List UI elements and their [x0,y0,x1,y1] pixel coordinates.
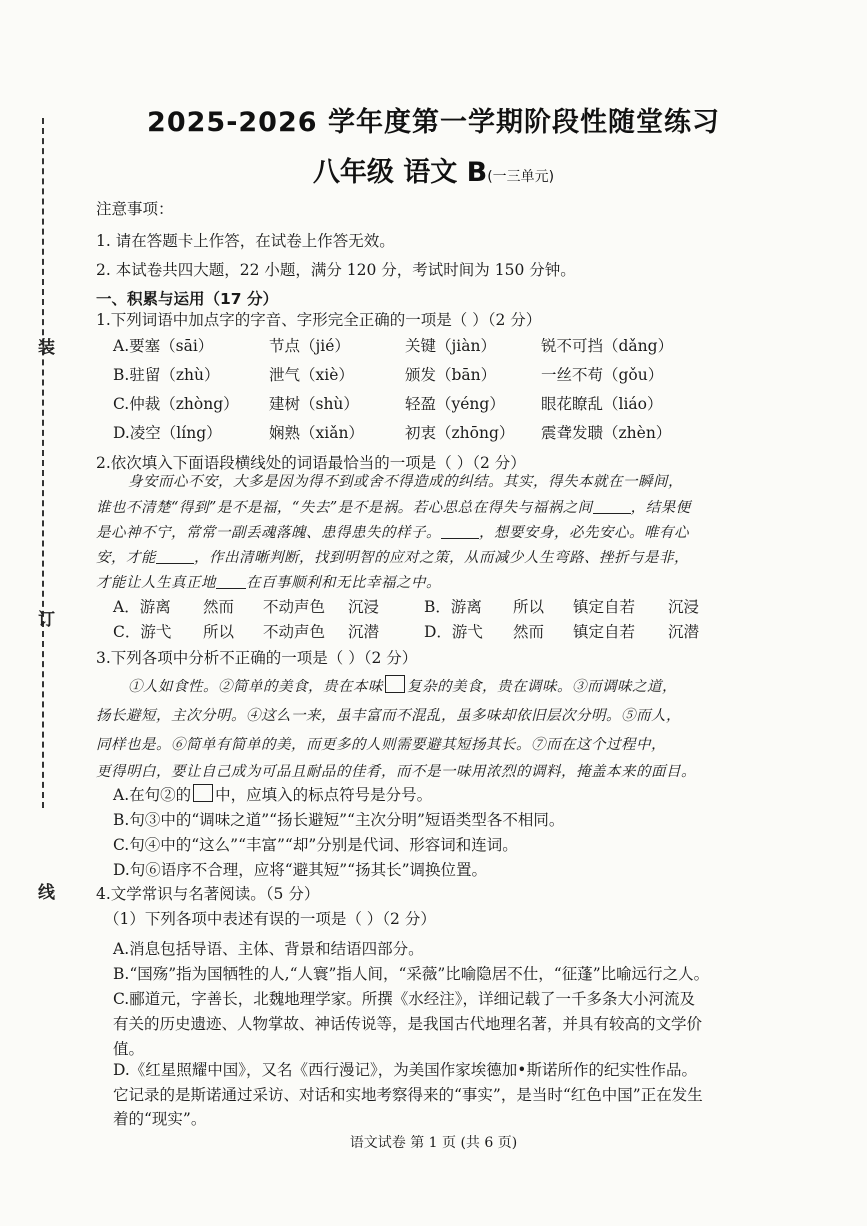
q3-circle-2: ② [218,679,233,695]
q3-s1: 人如食性。 [143,679,218,695]
q4-option-c-line-3: 值。 [113,1040,145,1058]
q2-p4-text-a: 安，才能 [96,550,156,566]
q3-passage-line-4: 更得明白，要让自己成为可品且耐品的佳肴，而不是一味用浓烈的调料，掩盖本来的面目。 [96,764,696,780]
q2-stem: 2.依次填入下面语段横线处的词语最恰当的一项是（ ）（2 分） [96,454,526,472]
q3-passage-line-3 [96,733,666,754]
q4-sub1-stem: （1）下列各项中表述有误的一项是（ ）（2 分） [104,910,436,928]
q3-option-a [113,783,432,805]
page-footer: 语文试卷 第 1 页 (共 6 页) [349,1135,518,1151]
q3-circle-6: ⑥ [171,737,186,753]
q1-b-1: B.驻留（zhù） [113,366,220,384]
binding-mark-zhuang: 装 [38,338,55,358]
q1-b-3: 颁发（bān） [405,366,497,384]
q2-p3-text-b: ，想要安身，必先安心。唯有心 [479,525,689,541]
q2-opt-b-1: B．游离 [424,598,482,616]
notes-item-2: 2. 本试卷共四大题，22 小题，满分 120 分，考试时间为 150 分钟。 [96,261,576,279]
q2-p2-text-b: ，结果便 [630,500,691,516]
q3-s6: 简单有简单的美，而更多的人则需要避其短扬其长。 [186,737,531,753]
q3-circle-1: ① [128,679,143,695]
binding-mark-xian: 线 [38,883,55,903]
q1-d-3: 初衷（zhōng） [405,424,515,442]
q3-option-a-text-a: A.在句②的 [113,786,192,804]
q1-b-4: 一丝不苟（gǒu） [541,366,664,384]
q2-opt-c-3: 不动声色 [263,623,326,641]
q3-option-d: D.句⑥语序不合理，应将“避其短”“扬其长”调换位置。 [113,861,487,879]
q2-opt-b-2: 所以 [513,598,545,616]
q4-option-c-line-1: C.郦道元，字善长，北魏地理学家。所撰《水经注》，详细记载了一千多条大小河流及 [113,990,695,1008]
q1-a-1: A.要塞（sāi） [113,337,214,355]
q2-opt-c-2: 所以 [203,623,235,641]
exam-title: 2025-2026 学年度第一学期阶段性随堂练习 [147,107,720,138]
notes-heading: 注意事项： [96,200,174,218]
grade-subject: 八年级 语文 B [312,157,488,188]
q4-option-d-line-2: 它记录的是斯诺通过采访、对话和实地考察得来的“事实”，是当时“红色中国”正在发生 [113,1086,703,1104]
q1-a-2: 节点（jié） [269,337,350,355]
q2-p4-text-b: ，作出清晰判断，找到明智的应对之策，从而减少人生弯路、挫折与是非， [194,550,689,566]
q3-s5: 而人， [636,708,681,724]
q2-opt-a-2: 然而 [203,598,235,616]
unit-note: (一三单元) [487,169,555,185]
q2-opt-b-4: 沉浸 [668,598,700,616]
q1-d-1: D.凌空（líng） [113,424,222,442]
q4-option-d-line-1: D.《红星照耀中国》，又名《西行漫记》，为美国作家埃德加•斯诺所作的纪实性作品。 [113,1061,697,1079]
q2-opt-d-3: 镇定自若 [573,623,636,641]
q3-option-a-text-b: 中，应填入的标点符号是分号。 [215,786,433,804]
q3-s3: 而调味之道， [587,679,677,695]
q1-a-3: 关键（jiàn） [405,337,496,355]
q1-a-4: 锐不可挡（dǎng） [541,337,674,355]
q2-blank-4 [216,574,246,589]
q2-passage-line-4 [96,546,689,567]
q3-passage-line-1 [128,675,677,696]
q3-circle-4: ④ [246,708,261,724]
q2-passage-line-1: 身安而心不安，大多是因为得不到或舍不得造成的纠结。其实，得失本就在一瞬间， [128,474,683,490]
q1-c-1: C.仲裁（zhòng） [113,395,239,413]
q3-s7: 而在这个过程中， [546,737,666,753]
q2-p2-text-a: 谁也不清楚“得到”是不是福，“失去”是不是祸。若心思总在得失与福祸之间 [96,500,593,516]
q3-option-a-box [193,784,213,802]
q2-blank-1 [593,499,631,514]
q1-d-4: 震聋发聩（zhèn） [541,424,672,442]
q1-b-2: 泄气（xiè） [269,366,354,384]
q2-opt-d-4: 沉潜 [668,623,700,641]
q2-passage-line-2 [96,496,691,517]
q2-p5-text-a: 才能让人生真正地 [96,575,216,591]
q2-p5-text-b: 在百事顺利和无比幸福之中。 [246,575,441,591]
q3-passage-line-2 [96,704,681,725]
q2-passage-line-3 [96,521,689,542]
q2-p3-text-a: 是心神不宁，常常一副丢魂落魄、患得患失的样子。 [96,525,441,541]
exam-subtitle [0,150,867,189]
q2-passage-line-5 [96,571,441,592]
q1-stem: 1.下列词语中加点字的字音、字形完全正确的一项是（ ）（2 分） [96,311,542,329]
q3-circle-3: ③ [572,679,587,695]
q4-option-d-line-3: 着的“现实”。 [113,1110,207,1128]
binding-dashed-line [42,118,44,808]
q4-option-a: A.消息包括导语、主体、背景和结语四部分。 [113,940,424,958]
q2-opt-b-3: 镇定自若 [573,598,636,616]
q3-s3b: 扬长避短，主次分明。 [96,708,246,724]
q3-s2b: 复杂的美食，贵在调味。 [407,679,572,695]
q2-opt-a-3: 不动声色 [263,598,326,616]
q3-option-b: B.句③中的“调味之道”“扬长避短”“主次分明”短语类型各不相同。 [113,811,565,829]
q3-s5b: 同样也是。 [96,737,171,753]
q1-c-3: 轻盈（yéng） [405,395,505,413]
q2-blank-2 [441,524,479,539]
q2-opt-c-1: C．游弋 [113,623,172,641]
q3-s2a: 简单的美食，贵在本味 [233,679,383,695]
q4-option-b: B.“国殇”指为国牺牲的人,“人寰”指人间，“采薇”比喻隐居不仕，“征蓬”比喻远行之人。 [113,965,710,983]
q1-d-2: 娴熟（xiǎn） [269,424,364,442]
q3-option-c: C.句④中的“这么”“丰富”“却”分别是代词、形容词和连词。 [113,836,518,854]
q3-circle-7: ⑦ [531,737,546,753]
section-1-heading: 一、积累与运用（17 分） [96,290,278,308]
q2-opt-a-4: 沉浸 [348,598,380,616]
q3-circle-5: ⑤ [621,708,636,724]
q2-blank-3 [156,549,194,564]
q2-opt-d-1: D．游弋 [424,623,483,641]
q2-opt-a-1: A．游离 [113,598,171,616]
notes-item-1: 1. 请在答题卡上作答，在试卷上作答无效。 [96,232,395,250]
q2-opt-d-2: 然而 [513,623,545,641]
q3-answer-box [385,675,405,693]
q1-c-4: 眼花瞭乱（liáo） [541,395,663,413]
q1-c-2: 建树（shù） [269,395,359,413]
q2-opt-c-4: 沉潜 [348,623,380,641]
q4-option-c-line-2: 有关的历史遗迹、人物掌故、神话传说等，是我国古代地理名著，并具有较高的文学价 [113,1015,703,1033]
q3-stem: 3.下列各项中分析不正确的一项是（ ）（2 分） [96,649,418,667]
binding-mark-ding: 订 [38,610,55,630]
q4-stem: 4.文学常识与名著阅读。（5 分） [96,885,320,903]
q3-s4: 这么一来，虽丰富而不混乱，虽多味却依旧层次分明。 [261,708,621,724]
